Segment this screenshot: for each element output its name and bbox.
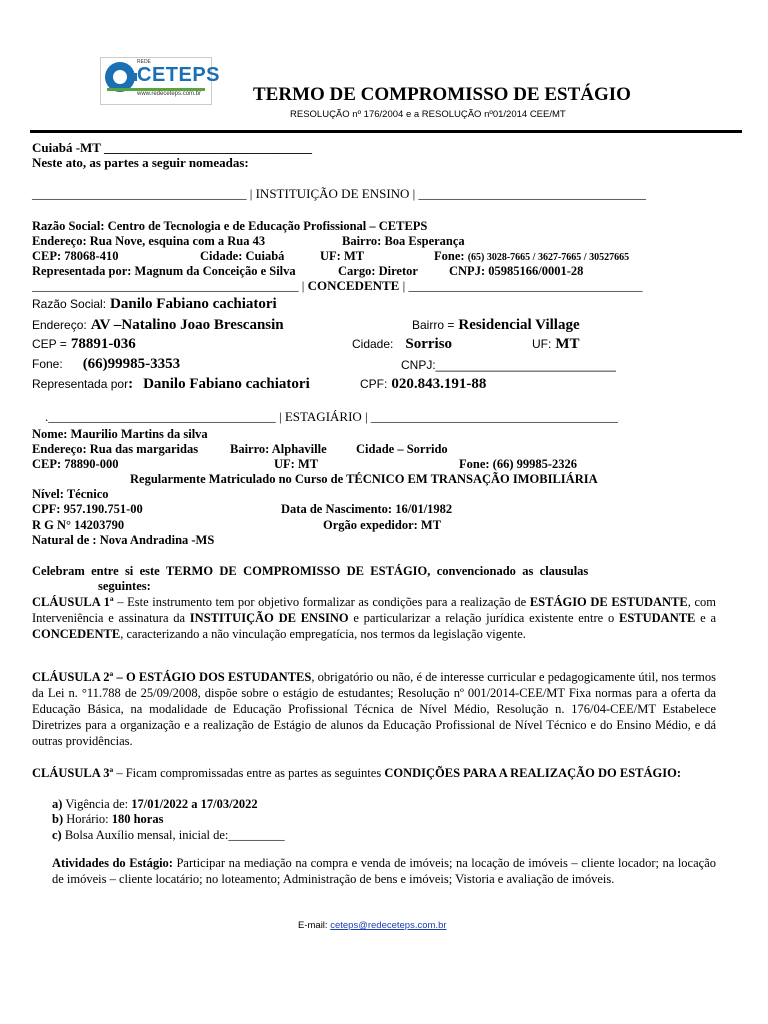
clausula-3-text: – Ficam compromissadas entre as partes as seguintes: [113, 766, 385, 780]
condicao-a: [52, 797, 258, 812]
clausula-1-bold-concedente: CONCEDENTE: [32, 627, 121, 641]
condicao-a-value: 17/01/2022 a 17/03/2022: [131, 797, 258, 811]
instituicao-fone: [434, 249, 629, 264]
concedente-bairro-label: Bairro =: [412, 318, 455, 332]
clausula-1-text-c: , com Interveniência e assinatura da: [32, 595, 716, 625]
concedente-cep-label: CEP =: [32, 337, 67, 351]
atividades-text: Participar na mediação na compra e venda de imóveis; na locação de imóveis – cliente locador; na locação de imóveis – cliente locatário; no loteamento; Administração de bens e imóveis; Vistoria e avaliação de imóveis.: [52, 856, 716, 886]
instituicao-cargo: Cargo: Diretor: [338, 264, 418, 278]
concedente-fone-label: Fone:: [32, 357, 63, 371]
instituicao-cidade: Cidade: Cuiabá: [200, 249, 285, 263]
clausula-1: [32, 594, 716, 642]
instituicao-fone-value: (65) 3028-7665 / 3627-7665 / 30527665: [467, 252, 630, 263]
footer-email: [298, 920, 447, 931]
clausula-2-label: CLÁUSULA 2ª – O ESTÁGIO DOS ESTUDANTES: [32, 670, 312, 684]
clausula-2: [32, 669, 716, 749]
concedente-rep-label: Representada por: [32, 377, 129, 391]
estagiario-natural: Natural de : Nova Andradina -MS: [32, 533, 215, 547]
instituicao-razao: Razão Social: Centro de Tecnologia e de Educação Profissional – CETEPS: [32, 219, 428, 233]
condicao-b-text: Horário:: [63, 812, 112, 826]
estagiario-orgao: Orgão expedidor: MT: [323, 518, 442, 532]
clausula-1-text-e: e particularizar a relação jurídica existente entre o: [348, 611, 619, 625]
ceteps-logo: [100, 57, 221, 105]
concedente-cep-value: 78891-036: [70, 336, 136, 352]
estagiario-cpf: CPF: 957.190.751-00: [32, 502, 143, 516]
concedente-heading-left: _________________________________________ |: [32, 278, 308, 293]
instituicao-fone-label: Fone:: [434, 249, 465, 263]
clausula-1-bold-instituicao: INSTITUIÇÃO DE ENSINO: [189, 611, 349, 625]
concedente-endereco-label: Endereço:: [32, 318, 87, 332]
celebram-line: [32, 564, 588, 579]
concedente-cpf-value: 020.843.191-88: [391, 376, 487, 392]
instituicao-uf: UF: MT: [320, 249, 365, 263]
estagiario-nivel: Nível: Técnico: [32, 487, 109, 501]
concedente-representada: Representada por: Danilo Fabiano cachiatori: [32, 376, 310, 392]
estagiario-uf: UF: MT: [274, 457, 319, 471]
concedente-endereco-value: AV –Natalino Joao Brescansin: [90, 317, 284, 333]
concedente-razao-value: Danilo Fabiano cachiatori: [110, 296, 277, 312]
concedente-uf-value: MT: [555, 336, 580, 352]
instituicao-cep: CEP: 78068-410: [32, 249, 119, 263]
concedente-heading: [32, 278, 642, 294]
concedente-cidade: [352, 335, 452, 353]
concedente-cpf-label: CPF:: [360, 377, 388, 391]
concedente-cep: [32, 335, 136, 353]
city-line: Cuiabá -MT ________________________________: [32, 140, 312, 155]
clausula-1-bold-estudante: ESTUDANTE: [618, 611, 696, 625]
estagiario-rg: R G N° 14203790: [32, 518, 125, 532]
concedente-rep-value: Danilo Fabiano cachiatori: [143, 376, 310, 392]
concedente-cidade-value: Sorriso: [405, 336, 453, 352]
concedente-uf: [532, 335, 580, 353]
concedente-fone-value: (66)99985-3353: [82, 356, 181, 372]
document-subtitle: RESOLUÇÃO nº 176/2004 e a RESOLUÇÃO nº01/2014 CEE/MT: [290, 109, 566, 120]
estagiario-heading: .___________________________________ | ESTAGIÁRIO | ______________________________________: [45, 409, 618, 424]
atividades-label: Atividades do Estágio:: [52, 856, 173, 870]
concedente-razao: [32, 295, 277, 313]
clausula-3-bold: CONDIÇÕES PARA A REALIZAÇÃO DO ESTÁGIO:: [384, 766, 682, 780]
clausula-3-label: CLÁUSULA 3ª: [32, 766, 114, 780]
clausula-1-text-g: e a: [695, 611, 716, 625]
clausula-1-label: CLÁUSULA 1ª: [32, 595, 114, 609]
clausula-1-bold-estagio: ESTÁGIO DE ESTUDANTE: [529, 595, 688, 609]
instituicao-cnpj: CNPJ: 05985166/0001-28: [449, 264, 584, 278]
condicao-c: [52, 828, 285, 843]
concedente-heading-right: | ____________________________________: [399, 278, 643, 293]
estagiario-nome: Nome: Maurilio Martins da silva: [32, 427, 208, 441]
concedente-bairro-value: Residencial Village: [458, 317, 580, 333]
celebram-text: Celebram entre si este TERMO DE COMPROMISSO DE ESTÁGIO, convencionado as clausulas: [32, 564, 589, 578]
concedente-fone: [32, 355, 180, 373]
header-rule: [30, 130, 742, 133]
concedente-bairro: [412, 316, 580, 334]
clausula-1-text-i: , caracterizando a não vinculação empregatícia, nos termos da legislação vigente.: [120, 627, 526, 641]
clausula-2-text: , obrigatório ou não, é de interesse curricular e pedagogicamente útil, nos termos da Lei n. °11.788 de 25/09/2008, dispõe sobre o estágio de estudantes; Resolução nº 001/2014-CEE/MT Fixa normas para a oferta da Educação Básica, na modalidade de Educação Profissional Técnica de Nível Médio, Resolução n. 176/04-CEE/MT Estabelece Diretrizes para a organização e a realização de Estágio de alunos da Educação Profissional de Nível Técnico e do Ensino Médio, e dá outras providências.: [32, 670, 716, 748]
condicao-a-label: a): [52, 797, 63, 811]
footer-email-label: E-mail:: [298, 920, 328, 931]
concedente-cpf: [360, 375, 486, 393]
instituicao-representada: Representada por: Magnum da Conceição e Silva: [32, 264, 296, 278]
concedente-cidade-label: Cidade:: [352, 337, 394, 351]
condicao-a-text: Vigência de:: [62, 797, 132, 811]
concedente-uf-label: UF:: [532, 337, 552, 351]
clausula-3: [32, 765, 716, 781]
concedente-heading-title: CONCEDENTE: [307, 278, 400, 293]
condicao-b-value: 180 horas: [111, 812, 164, 826]
estagiario-endereco: Endereço: Rua das margaridas: [32, 442, 199, 456]
estagiario-nascimento: Data de Nascimento: 16/01/1982: [281, 502, 453, 516]
atividades: [52, 855, 716, 887]
condicao-b-label: b): [52, 812, 64, 826]
instituicao-bairro: Bairro: Boa Esperança: [342, 234, 465, 248]
instituicao-heading: _________________________________ | INSTITUIÇÃO DE ENSINO | ___________________________________: [32, 186, 647, 201]
logo-brand-text: CETEPS: [137, 64, 221, 86]
condicao-c-label: c): [52, 828, 62, 842]
footer-email-link[interactable]: ceteps@redeceteps.com.br: [330, 920, 447, 931]
seguintes-line: seguintes:: [98, 579, 151, 593]
parties-line: Neste ato, as partes a seguir nomeadas:: [32, 155, 249, 170]
logo-url-text: www.redeceteps.com.br: [137, 91, 202, 97]
estagiario-bairro: Bairro: Alphaville: [230, 442, 327, 456]
condicao-b: [52, 812, 163, 827]
document-title: TERMO DE COMPROMISSO DE ESTÁGIO: [253, 84, 631, 105]
concedente-cnpj: CNPJ:___________________________: [401, 358, 616, 372]
condicao-c-text: Bolsa Auxílio mensal, inicial de:_________: [61, 828, 285, 842]
concedente-razao-label: Razão Social:: [32, 297, 107, 311]
estagiario-matricula: Regularmente Matriculado no Curso de TÉCNICO EM TRANSAÇÃO IMOBILIÁRIA: [130, 472, 598, 486]
estagiario-cep: CEP: 78890-000: [32, 457, 119, 471]
concedente-endereco: [32, 316, 284, 334]
instituicao-endereco: Endereço: Rua Nove, esquina com a Rua 43: [32, 234, 266, 248]
clausula-1-text-a: – Este instrumento tem por objetivo formalizar as condições para a realização de: [113, 595, 530, 609]
logo-rede-text: REDE: [137, 59, 151, 65]
estagiario-fone: Fone: (66) 99985-2326: [459, 457, 578, 471]
estagiario-cidade: Cidade – Sorrido: [356, 442, 448, 456]
